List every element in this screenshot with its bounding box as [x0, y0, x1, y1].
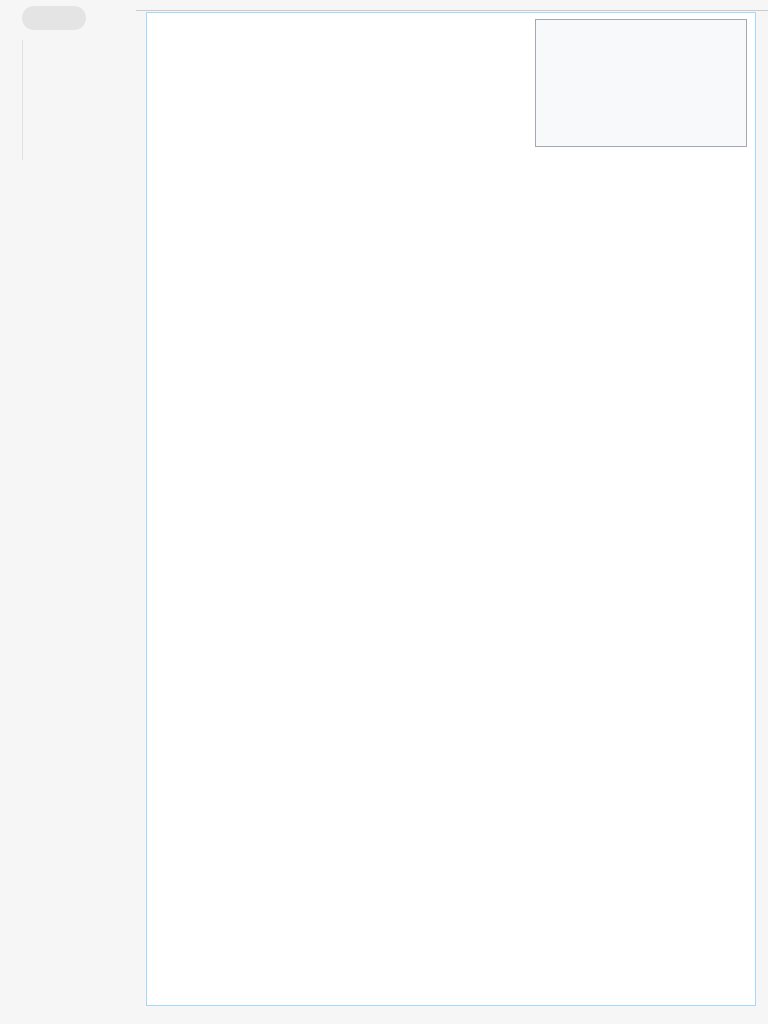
infobox [535, 19, 747, 147]
top-tab-bar [136, 0, 768, 11]
article-body [155, 21, 535, 1001]
sidebar [0, 0, 136, 1024]
site-logo[interactable] [22, 6, 86, 30]
page-footer [146, 1008, 756, 1022]
article-content [146, 12, 756, 1006]
sidebar-navigation [22, 40, 123, 160]
